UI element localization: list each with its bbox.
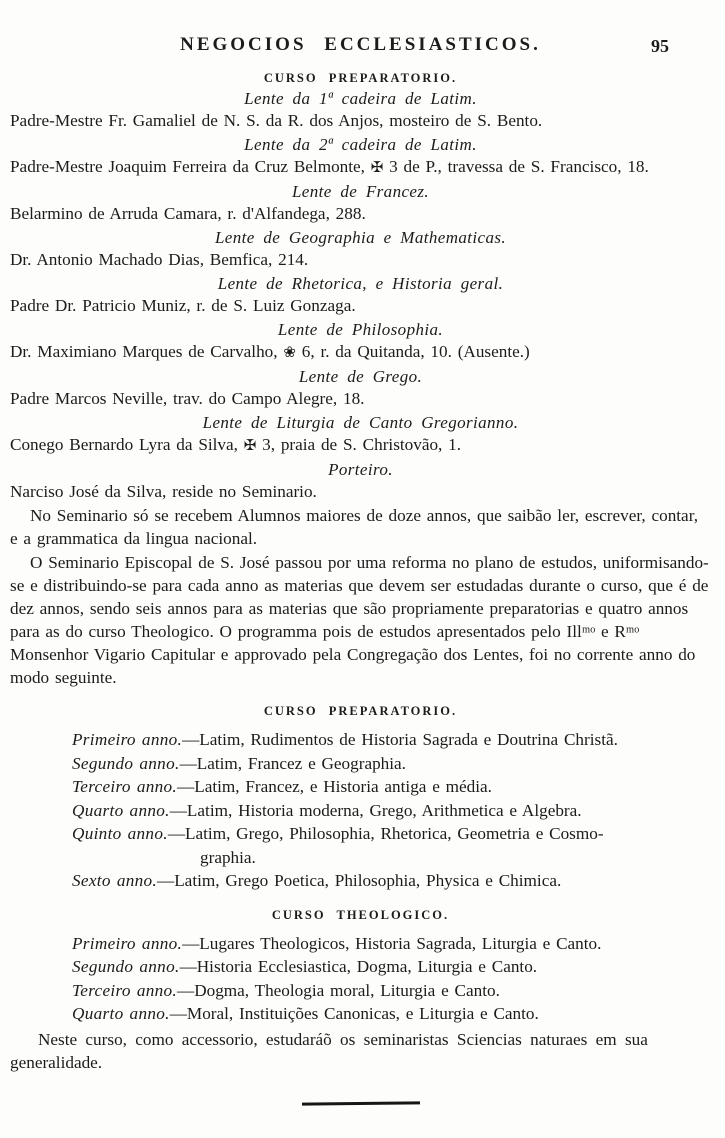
year-row-theo-2 [72, 955, 711, 979]
closing-note: Neste curso, como accessorio, estudaráõ os seminaristas Sciencias naturaes em sua generalidade. [10, 1029, 648, 1072]
year-label: Terceiro anno. [72, 777, 178, 796]
curso-theologico-years [10, 932, 711, 1026]
admission-note-paragraph: No Seminario só se recebem Alumnos maiores de doze annos, que saibão ler, escrever, contar, e a grammatica da lingua nacional. [10, 506, 699, 548]
year-row-theo-3 [72, 979, 711, 1003]
faculty-list [10, 88, 711, 503]
lente-heading-francez: Lente de Francez. [291, 182, 430, 201]
year-label: Segundo anno. [72, 957, 180, 976]
faculty-entry-maximiano [10, 341, 711, 364]
rosette-icon: ❀ [283, 345, 296, 361]
year-row-theo-4 [72, 1002, 711, 1026]
lente-heading-philosophia: Lente de Philosophia. [277, 320, 444, 339]
year-subjects: —Latim, Grego Poetica, Philosophia, Physica e Chimica. [157, 871, 562, 890]
year-subjects: —Latim, Francez e Geographia. [179, 753, 406, 773]
entry-text: Padre-Mestre Joaquim Ferreira da Cruz Belmonte, [10, 157, 371, 176]
year-subjects-continuation: graphia. [200, 847, 256, 867]
year-subjects: —Latim, Francez, e Historia antiga e média. [177, 777, 492, 796]
lente-heading-liturgia: Lente de Liturgia de Canto Gregorianno. [202, 413, 519, 432]
year-label: Quarto anno. [72, 1004, 170, 1023]
section-end-rule [301, 1101, 419, 1105]
year-row-prep-6 [72, 869, 711, 893]
faculty-entry-gamaliel: Padre-Mestre Fr. Gamaliel de N. S. da R. dos Anjos, mosteiro de S. Bento. [10, 111, 543, 130]
year-label: Terceiro anno. [72, 980, 178, 1000]
year-label: Primeiro anno. [72, 730, 183, 749]
entry-text: 3, praia de S. Christovão, 1. [256, 435, 462, 454]
lente-heading-grego: Lente de Grego. [298, 367, 423, 386]
year-label: Segundo anno. [72, 753, 180, 773]
page-number: 95 [651, 36, 669, 56]
year-subjects: —Latim, Rudimentos de Historia Sagrada e Doutrina Christã. [182, 730, 618, 749]
year-label: Sexto anno. [72, 871, 157, 890]
lente-heading-geographia: Lente de Geographia e Mathematicas. [214, 228, 507, 247]
year-row-prep-2 [72, 752, 711, 776]
year-subjects: —Moral, Instituições Canonicas, e Liturgia e Canto. [169, 1004, 539, 1023]
curso-preparatorio-heading: CURSO PREPARATORIO. [263, 704, 458, 718]
year-label: Quinto anno. [72, 824, 168, 843]
year-row-prep-4 [72, 799, 711, 823]
year-subjects: —Latim, Historia moderna, Grego, Arithmetica e Algebra. [169, 800, 582, 820]
year-subjects: —Dogma, Theologia moral, Liturgia e Canto. [177, 980, 500, 1000]
curso-preparatorio-years [10, 728, 711, 893]
lente-heading-latim-2: Lente da 2ª cadeira de Latim. [244, 135, 477, 154]
faculty-entry-bernardo-lyra [10, 434, 711, 457]
entry-text: Conego Bernardo Lyra da Silva, [10, 435, 244, 454]
faculty-entry-machado-dias: Dr. Antonio Machado Dias, Bemfica, 214. [10, 250, 309, 269]
year-subjects: —Lugares Theologicos, Historia Sagrada, Liturgia e Canto. [182, 933, 602, 953]
year-row-theo-1 [72, 932, 711, 956]
faculty-entry-patricio-muniz: Padre Dr. Patricio Muniz, r. de S. Luiz Gonzaga. [10, 296, 356, 315]
lente-heading-rhetorica: Lente de Rhetorica, e Historia geral. [217, 274, 504, 293]
entry-text: Dr. Maximiano Marques de Carvalho, [10, 342, 284, 361]
year-subjects: —Historia Ecclesiastica, Dogma, Liturgia e Canto. [179, 957, 538, 976]
porteiro-heading: Porteiro. [328, 460, 393, 479]
year-row-prep-1 [72, 728, 711, 752]
faculty-entry-marcos-neville: Padre Marcos Neville, trav. do Campo Alegre, 18. [10, 389, 365, 408]
entry-text: 6, r. da Quitanda, 10. (Ausente.) [295, 342, 530, 361]
lente-heading-latim-1: Lente da 1ª cadeira de Latim. [244, 89, 477, 108]
cross-of-christ-icon: ✠ [370, 160, 384, 176]
reform-paragraph: O Seminario Episcopal de S. José passou por uma reforma no plano de estudos, uniformisando-se e distribuindo-se para cada anno as materias que devem ser estudadas durante o curso, que é de dez annos, sendo seis annos para as materias que são propriamente preparatorias e quatro annos para as do curso Theologico. O programma pois de estudos apresentados pelo Illᵐᵒ e Rᵐᵒ Monsenhor Vigario Capitular e approvado pela Congregação dos Lentes, foi no corrente anno do modo seguinte. [10, 553, 709, 687]
faculty-entry-narciso: Narciso José da Silva, reside no Seminario. [10, 482, 317, 501]
year-subjects: —Latim, Grego, Philosophia, Rhetorica, Geometria e Cosmo- [167, 824, 604, 843]
section-heading-curso-preparatorio: CURSO PREPARATORIO. [263, 71, 458, 85]
faculty-entry-belarmino: Belarmino de Arruda Camara, r. d'Alfandega, 288. [10, 204, 366, 223]
running-title: NEGOCIOS ECCLESIASTICOS. [180, 34, 541, 55]
year-row-prep-5 [72, 822, 711, 869]
cross-of-christ-icon: ✠ [243, 438, 257, 454]
faculty-entry-belmonte [10, 156, 711, 179]
year-row-prep-3 [72, 775, 711, 799]
year-label: Primeiro anno. [72, 933, 183, 953]
curso-theologico-heading: CURSO THEOLOGICO. [271, 907, 450, 922]
year-label: Quarto anno. [72, 800, 170, 820]
entry-text: 3 de P., travessa de S. Francisco, 18. [383, 157, 649, 176]
